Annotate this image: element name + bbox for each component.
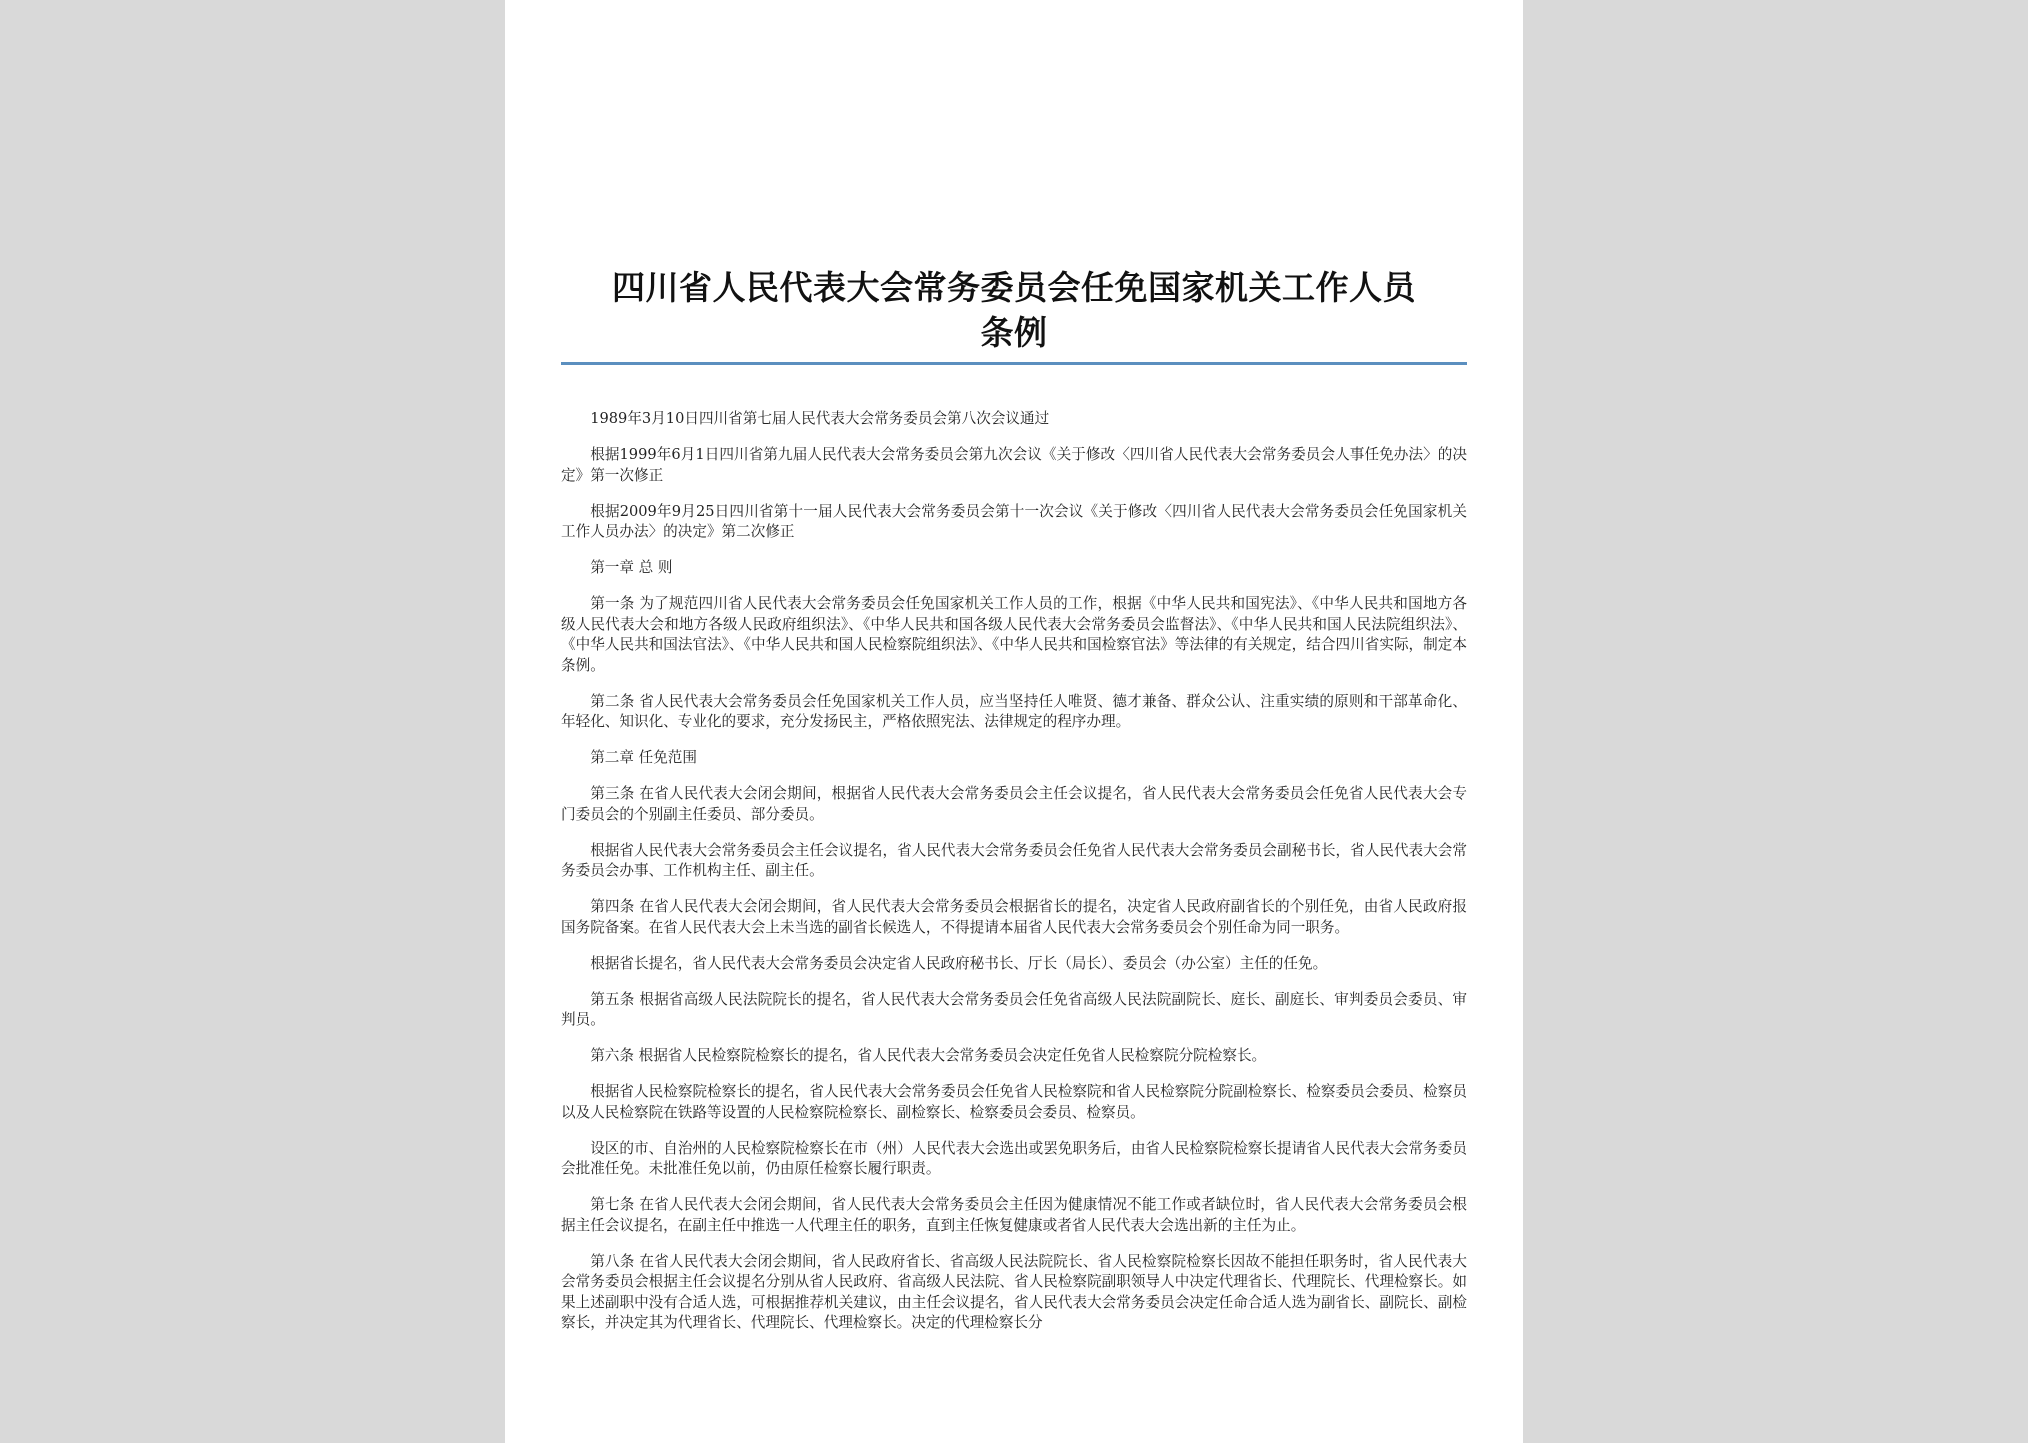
article-6: 第六条 根据省人民检察院检察长的提名，省人民代表大会常务委员会决定任免省人民检察院分院检察长。 bbox=[590, 1047, 1267, 1064]
document-title-line-1: 四川省人民代表大会常务委员会任免国家机关工作人员 bbox=[612, 268, 1416, 307]
second-amendment-note: 根据2009年9月25日四川省第十一届人民代表大会常务委员会第十一次会议《关于修改〈四川省人民代表大会常务委员会任免国家机关工作人员办法〉的决定》第二次修正 bbox=[561, 502, 1467, 540]
article-8: 第八条 在省人民代表大会闭会期间，省人民政府省长、省高级人民法院院长、省人民检察院检察长因故不能担任职务时，省人民代表大会常务委员会根据主任会议提名分别从省人民政府、省高级人民法院、省人民检察院副职领导人中决定代理省长、代理院长、代理检察长。如果上述副职中没有合适人选，可根据推荐机关建议，由主任会议提名，省人民代表大会常务委员会决定任命合适人选为副省长、副院长、副检察长，并决定其为代理省长、代理院长、代理检察长。决定的代理检察长分 bbox=[561, 1252, 1467, 1331]
first-amendment-note: 根据1999年6月1日四川省第九届人民代表大会常务委员会第九次会议《关于修改〈四川省人民代表大会常务委员会人事任免办法〉的决定》第一次修正 bbox=[561, 446, 1467, 484]
article-6-para-3: 设区的市、自治州的人民检察院检察长在市（州）人民代表大会选出或罢免职务后，由省人民检察院检察长提请省人民代表大会常务委员会批准任免。未批准任免以前，仍由原任检察长履行职责。 bbox=[561, 1139, 1467, 1177]
document-title bbox=[561, 265, 1467, 355]
chapter-2-heading: 第二章 任免范围 bbox=[590, 749, 697, 766]
document-page bbox=[505, 0, 1523, 1443]
article-3-para-2: 根据省人民代表大会常务委员会主任会议提名，省人民代表大会常务委员会任免省人民代表大会常务委员会副秘书长，省人民代表大会常务委员会办事、工作机构主任、副主任。 bbox=[561, 841, 1467, 879]
article-5: 第五条 根据省高级人民法院院长的提名，省人民代表大会常务委员会任免省高级人民法院副院长、庭长、副庭长、审判委员会委员、审判员。 bbox=[561, 990, 1467, 1028]
chapter-1-heading: 第一章 总 则 bbox=[590, 559, 673, 576]
article-1: 第一条 为了规范四川省人民代表大会常务委员会任免国家机关工作人员的工作，根据《中华人民共和国宪法》、《中华人民共和国地方各级人民代表大会和地方各级人民政府组织法》、《中华人民共和国各级人民代表大会常务委员会监督法》、《中华人民共和国人民法院组织法》、《中华人民共和国法官法》、《中华人民共和国人民检察院组织法》、《中华人民共和国检察官法》等法律的有关规定，结合四川省实际，制定本条例。 bbox=[561, 595, 1467, 674]
article-3: 第三条 在省人民代表大会闭会期间，根据省人民代表大会常务委员会主任会议提名，省人民代表大会常务委员会任免省人民代表大会专门委员会的个别副主任委员、部分委员。 bbox=[561, 785, 1467, 823]
article-4: 第四条 在省人民代表大会闭会期间，省人民代表大会常务委员会根据省长的提名，决定省人民政府副省长的个别任免，由省人民政府报国务院备案。在省人民代表大会上未当选的副省长候选人，不得提请本届省人民代表大会常务委员会个别任命为同一职务。 bbox=[561, 898, 1467, 936]
article-4-para-2: 根据省长提名，省人民代表大会常务委员会决定省人民政府秘书长、厅长（局长）、委员会（办公室）主任的任免。 bbox=[590, 954, 1328, 972]
title-divider bbox=[561, 362, 1467, 365]
document-title-line-2: 条例 bbox=[980, 313, 1048, 352]
article-6-para-2: 根据省人民检察院检察长的提名，省人民代表大会常务委员会任免省人民检察院和省人民检察院分院副检察长、检察委员会委员、检察员以及人民检察院在铁路等设置的人民检察院检察长、副检察长、检察委员会委员、检察员。 bbox=[561, 1083, 1467, 1121]
document-body bbox=[561, 409, 1467, 1334]
adoption-note: 1989年3月10日四川省第七届人民代表大会常务委员会第八次会议通过 bbox=[590, 410, 1050, 427]
document-content bbox=[561, 265, 1467, 1349]
article-2: 第二条 省人民代表大会常务委员会任免国家机关工作人员，应当坚持任人唯贤、德才兼备、群众公认、注重实绩的原则和干部革命化、年轻化、知识化、专业化的要求，充分发扬民主，严格依照宪法、法律规定的程序办理。 bbox=[561, 692, 1467, 730]
article-7: 第七条 在省人民代表大会闭会期间，省人民代表大会常务委员会主任因为健康情况不能工作或者缺位时，省人民代表大会常务委员会根据主任会议提名，在副主任中推选一人代理主任的职务，直到主任恢复健康或者省人民代表大会选出新的主任为止。 bbox=[561, 1196, 1467, 1234]
